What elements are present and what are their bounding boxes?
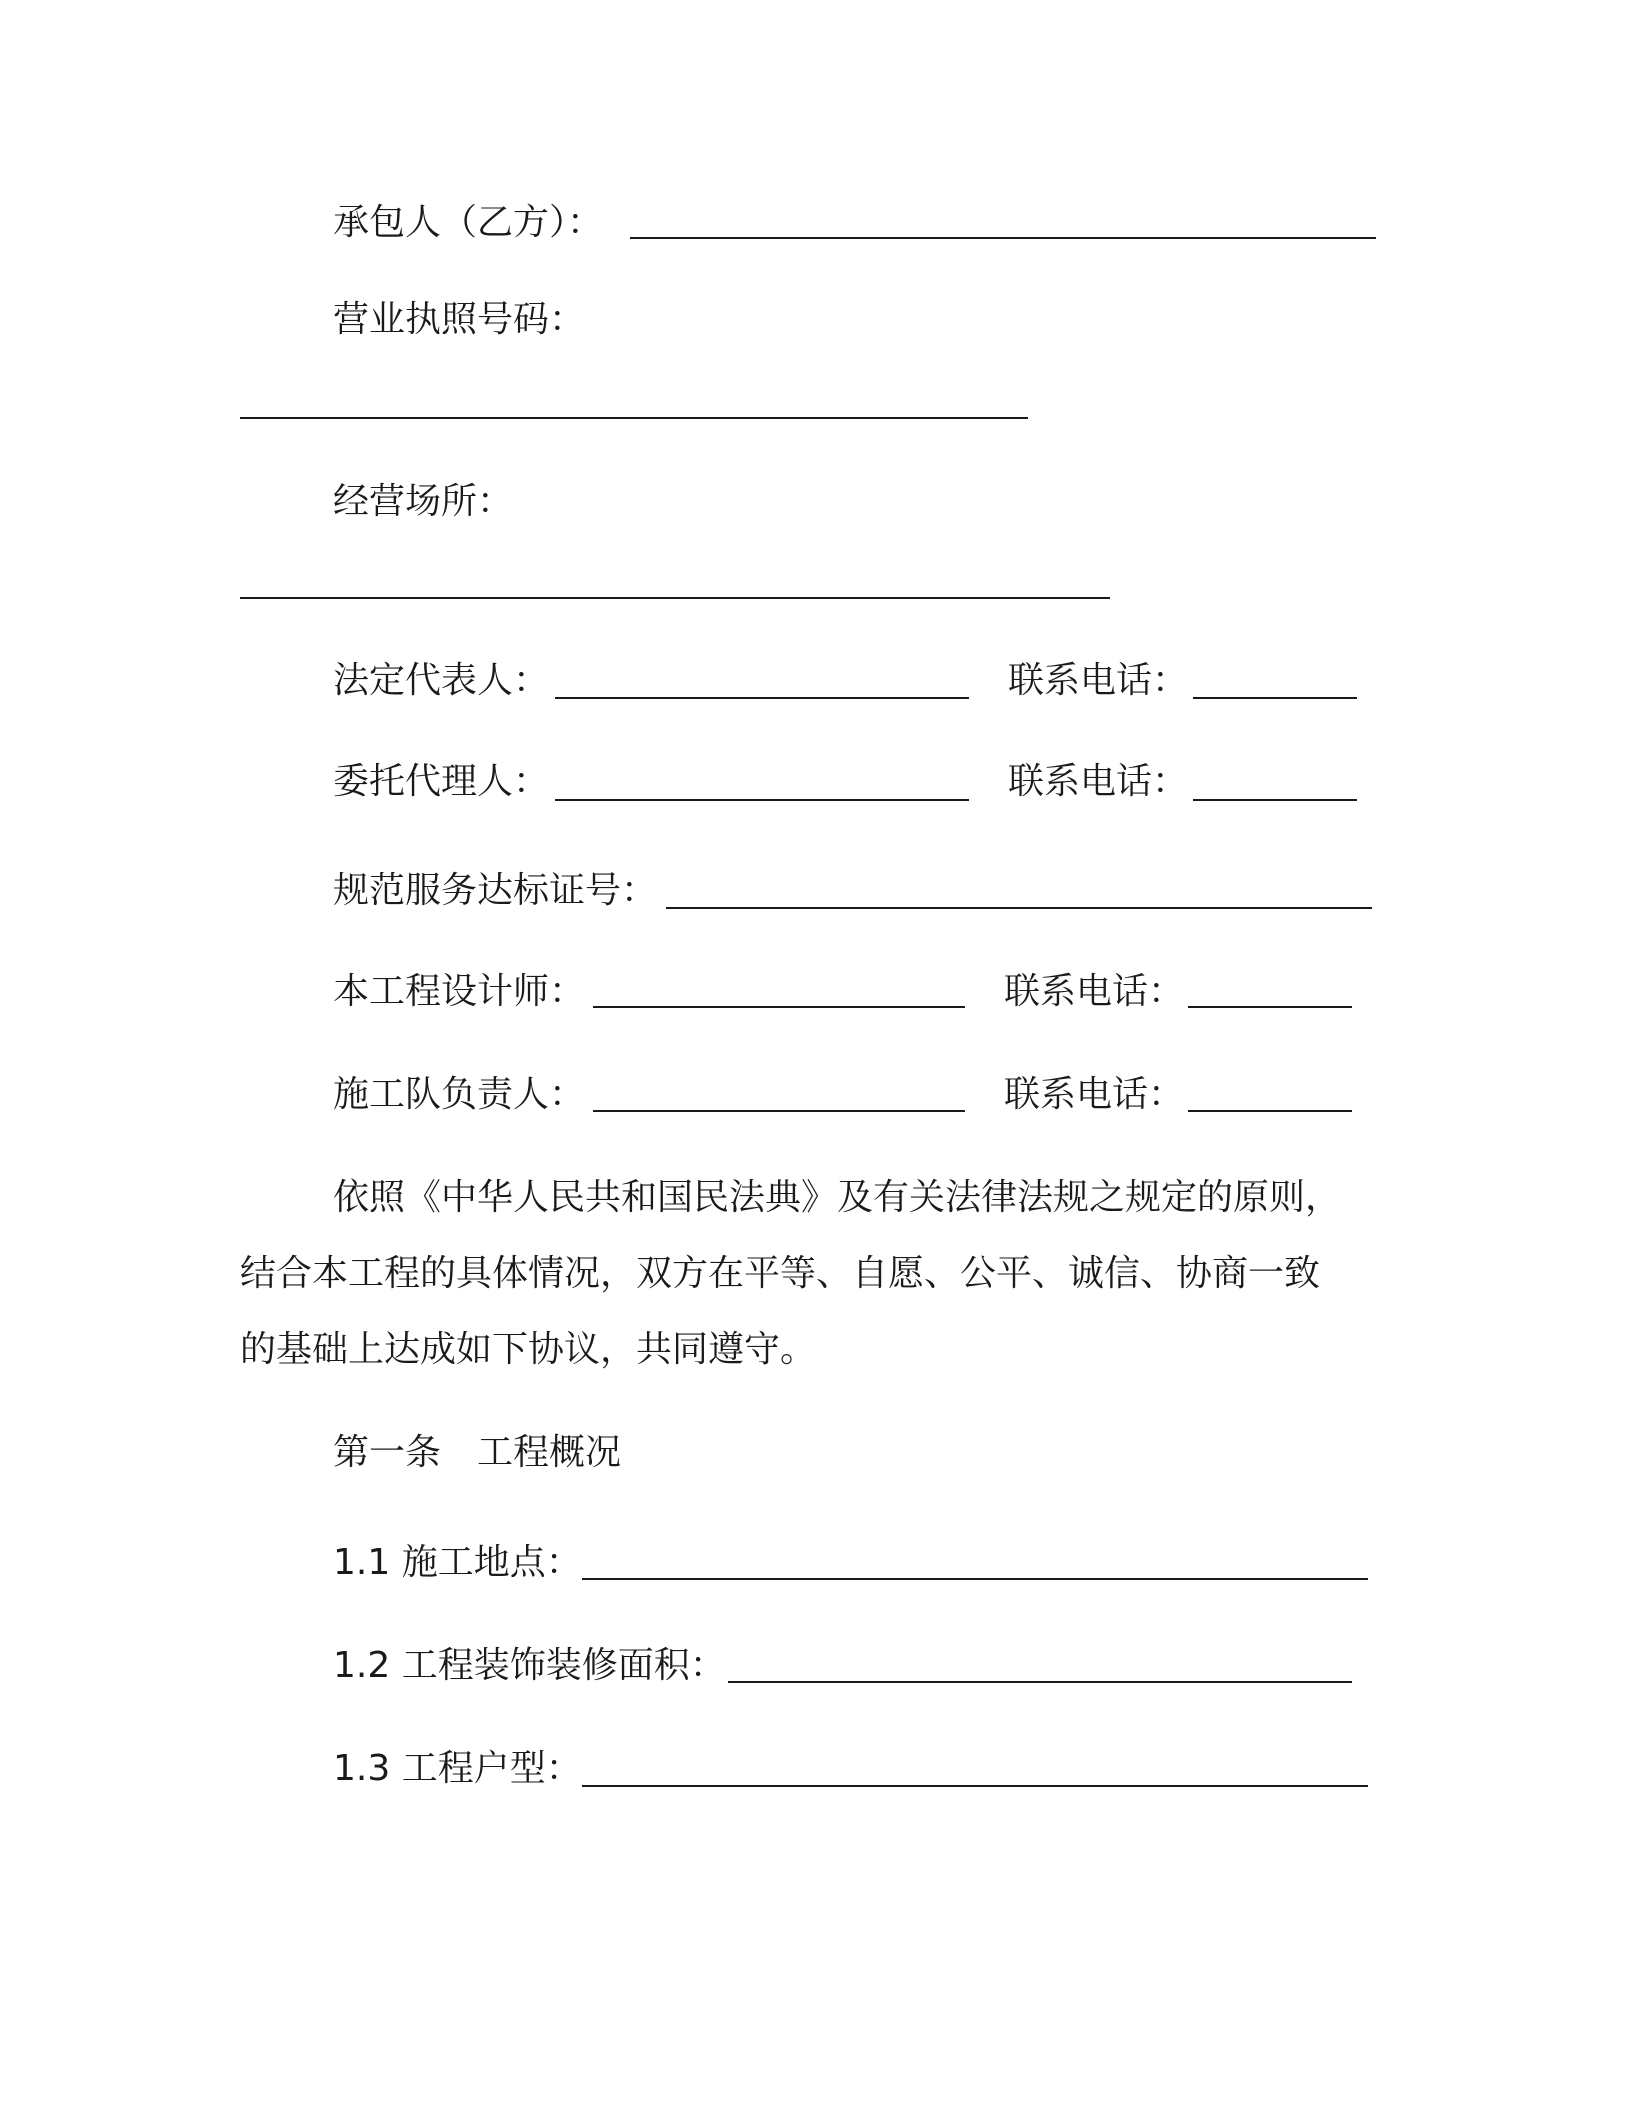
- preamble-line-3: 的基础上达成如下协议，共同遵守。: [240, 1329, 817, 1370]
- article-1-item-1-label: 1.1 施工地点：: [333, 1542, 582, 1583]
- decoration-area-field[interactable]: [728, 1681, 1352, 1683]
- construction-site-field[interactable]: [582, 1578, 1368, 1580]
- team-leader-phone-label: 联系电话：: [1004, 1074, 1185, 1115]
- legal-rep-phone-field[interactable]: [1193, 697, 1357, 699]
- preamble-line-1: 依照《中华人民共和国民法典》及有关法律法规之规定的原则，: [333, 1177, 1342, 1218]
- team-leader-field[interactable]: [593, 1110, 965, 1112]
- service-cert-field[interactable]: [666, 907, 1372, 909]
- house-type-field[interactable]: [582, 1785, 1368, 1787]
- team-leader-label: 施工队负责人：: [333, 1074, 586, 1115]
- agent-phone-label: 联系电话：: [1008, 761, 1189, 802]
- business-license-field[interactable]: [240, 417, 1028, 419]
- legal-rep-label: 法定代表人：: [333, 660, 550, 701]
- legal-rep-field[interactable]: [555, 697, 969, 699]
- contractor-label: 承包人（乙方）：: [333, 202, 604, 243]
- preamble-line-2: 结合本工程的具体情况，双方在平等、自愿、公平、诚信、协商一致: [240, 1253, 1321, 1294]
- article-1-item-3-label: 1.3 工程户型：: [333, 1748, 582, 1789]
- designer-field[interactable]: [593, 1006, 965, 1008]
- business-premises-field[interactable]: [240, 597, 1110, 599]
- article-1-item-2-label: 1.2 工程装饰装修面积：: [333, 1645, 726, 1686]
- contractor-field[interactable]: [630, 237, 1376, 239]
- designer-label: 本工程设计师：: [333, 971, 586, 1012]
- agent-field[interactable]: [555, 799, 969, 801]
- agent-phone-field[interactable]: [1193, 799, 1357, 801]
- designer-phone-field[interactable]: [1188, 1006, 1352, 1008]
- team-leader-phone-field[interactable]: [1188, 1110, 1352, 1112]
- service-cert-label: 规范服务达标证号：: [333, 870, 658, 911]
- legal-rep-phone-label: 联系电话：: [1008, 660, 1189, 701]
- article-1-title: 第一条 工程概况: [333, 1432, 622, 1473]
- business-premises-label: 经营场所：: [333, 481, 514, 522]
- designer-phone-label: 联系电话：: [1004, 971, 1185, 1012]
- business-license-label: 营业执照号码：: [333, 299, 586, 340]
- agent-label: 委托代理人：: [333, 761, 550, 802]
